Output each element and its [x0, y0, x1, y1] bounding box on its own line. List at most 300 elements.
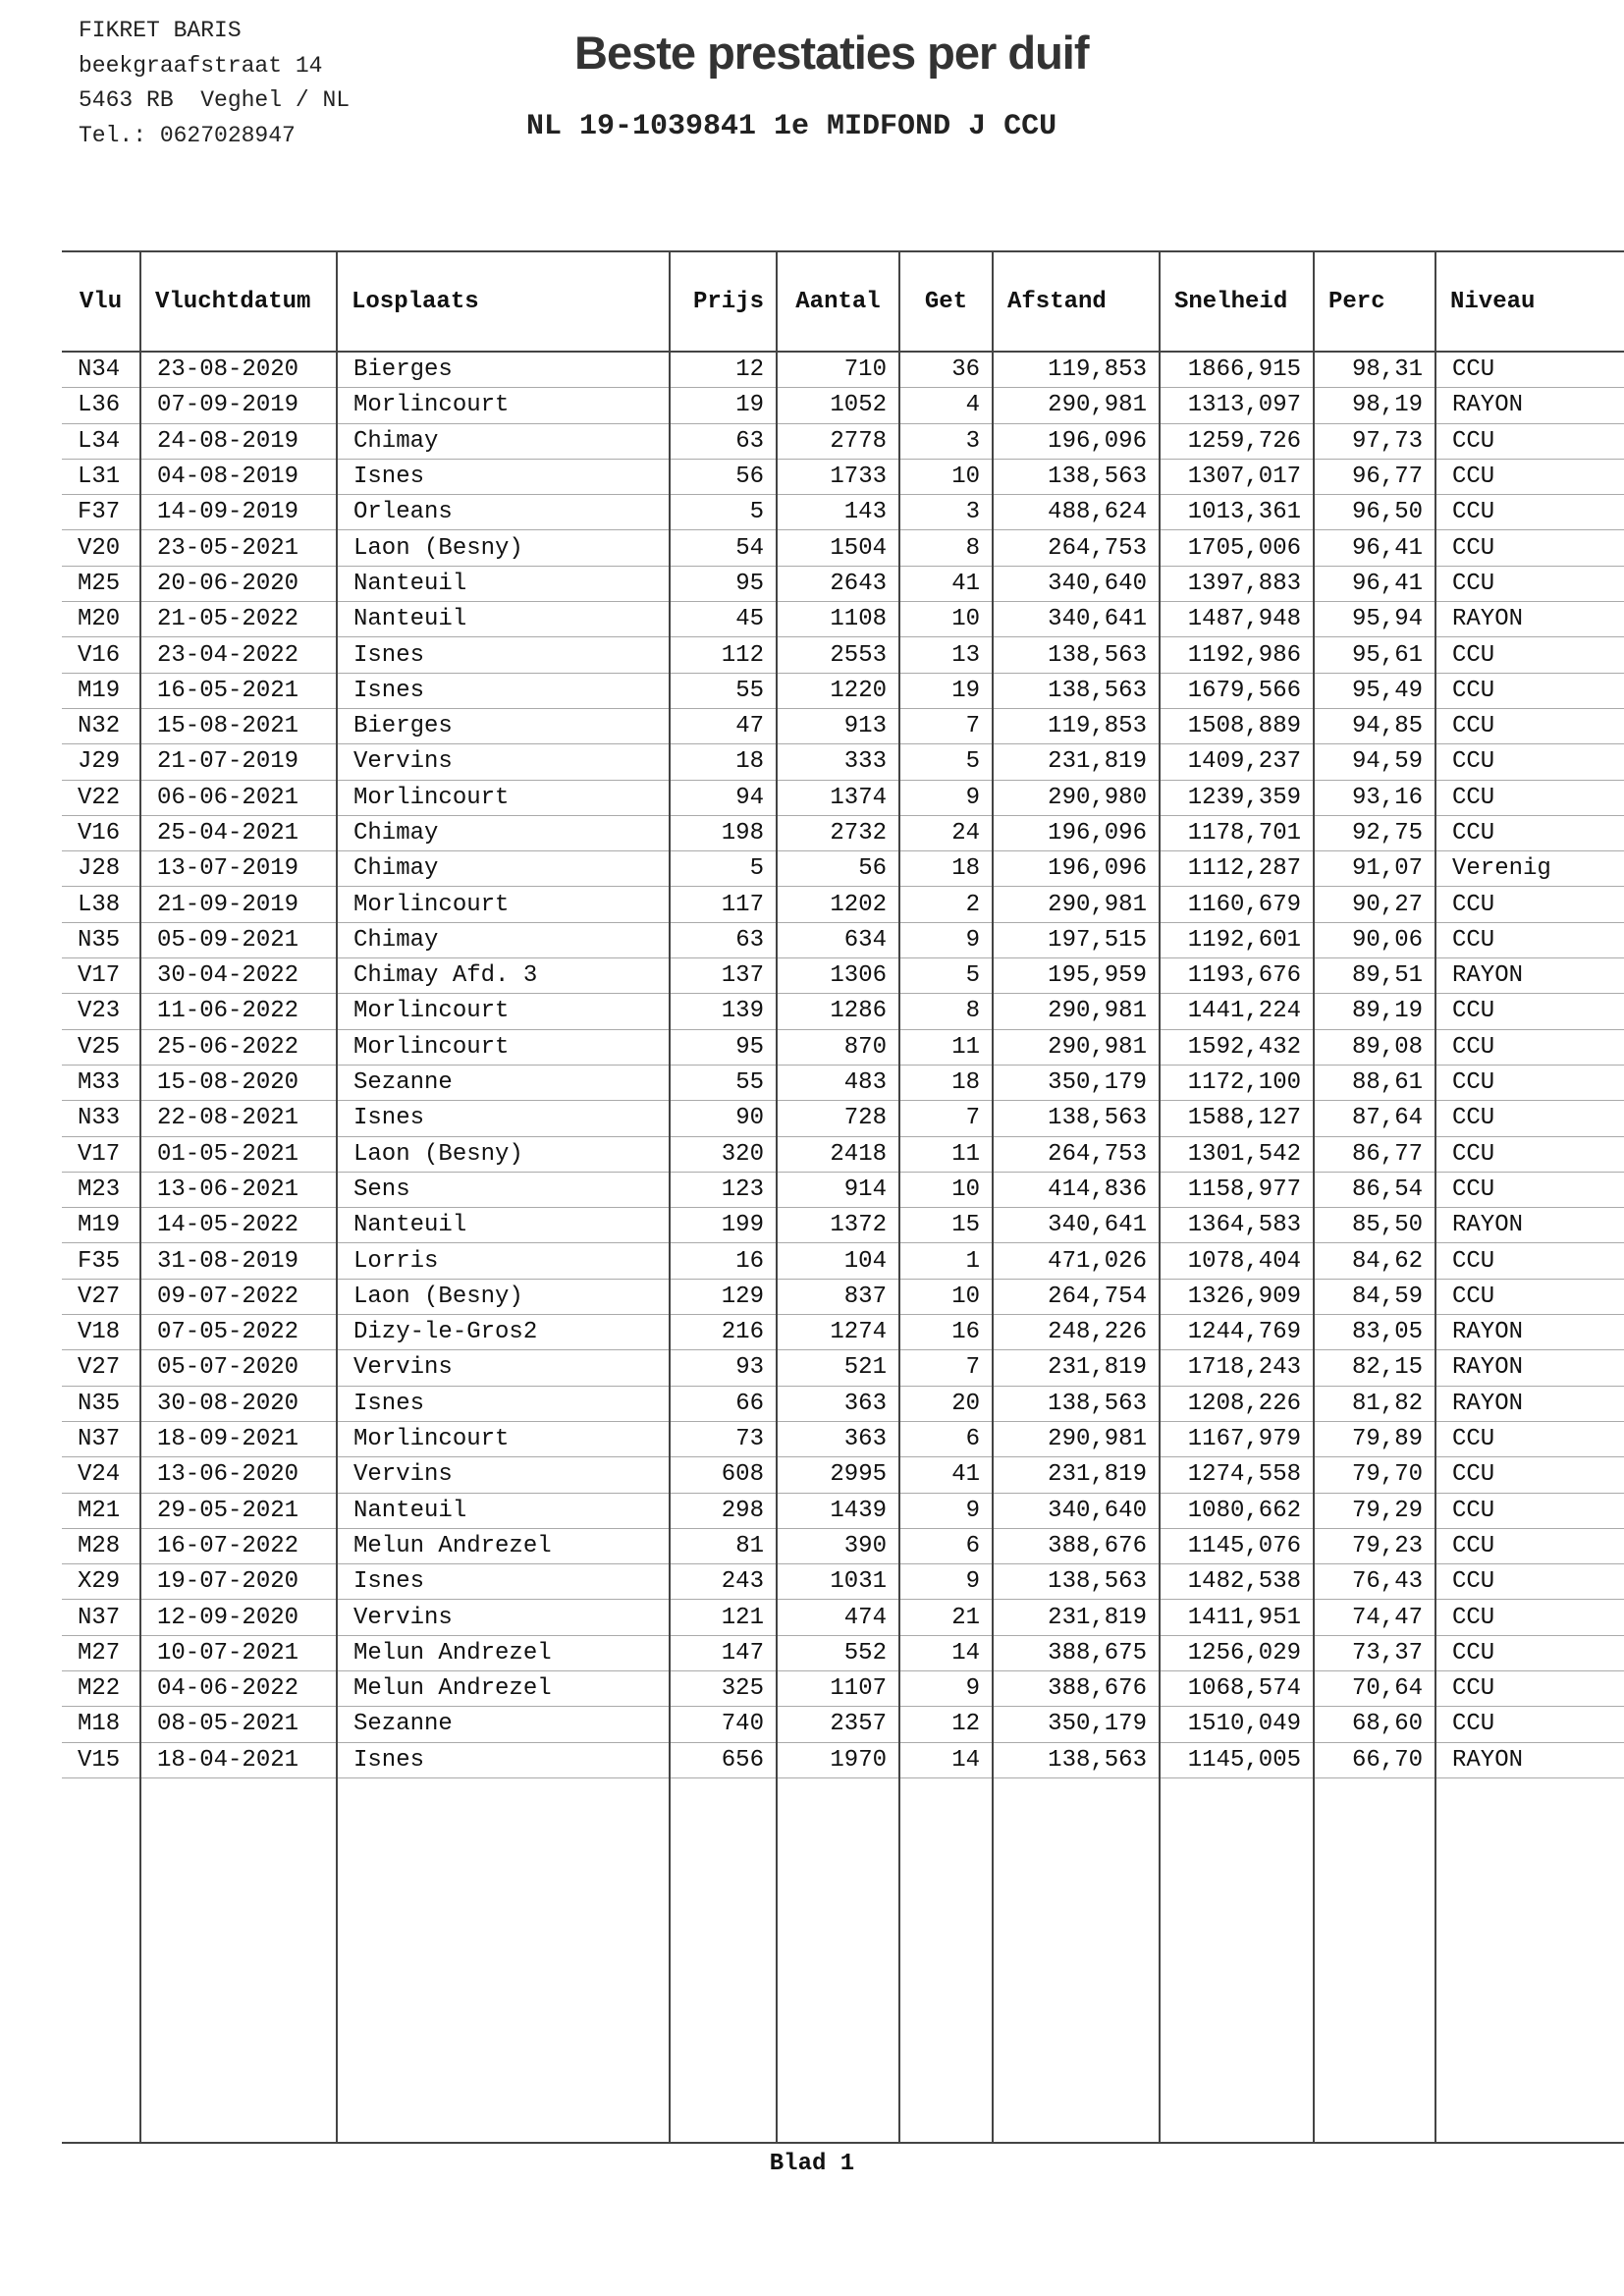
- cell-perc: 90,06: [1314, 922, 1435, 957]
- cell-afstand: 138,563: [993, 637, 1160, 673]
- cell-aantal: 728: [777, 1101, 899, 1136]
- cell-get: 8: [899, 530, 993, 566]
- cell-snelheid: 1160,679: [1160, 887, 1314, 922]
- cell-afstand: 350,179: [993, 1065, 1160, 1100]
- table-row: [62, 1707, 1624, 1742]
- cell-prijs: 243: [670, 1564, 777, 1600]
- table-row: [62, 1065, 1624, 1100]
- cell-perc: 84,59: [1314, 1279, 1435, 1314]
- cell-vlu: J29: [62, 744, 140, 780]
- cell-aantal: 913: [777, 708, 899, 743]
- table-row: [62, 744, 1624, 780]
- cell-get: 7: [899, 1350, 993, 1386]
- cell-aantal: 1274: [777, 1315, 899, 1350]
- cell-losplaats: Sens: [337, 1172, 670, 1207]
- cell-afstand: 388,676: [993, 1528, 1160, 1563]
- cell-vlu: V22: [62, 780, 140, 815]
- cell-prijs: 19: [670, 388, 777, 423]
- cell-vluchtdatum: 30-08-2020: [140, 1386, 337, 1421]
- cell-afstand: 138,563: [993, 1564, 1160, 1600]
- cell-vluchtdatum: 18-09-2021: [140, 1421, 337, 1456]
- cell-afstand: 196,096: [993, 423, 1160, 459]
- cell-afstand: 138,563: [993, 673, 1160, 708]
- cell-perc: 98,19: [1314, 388, 1435, 423]
- cell-niveau: CCU: [1435, 423, 1624, 459]
- cell-snelheid: 1411,951: [1160, 1600, 1314, 1635]
- cell-prijs: 139: [670, 994, 777, 1029]
- cell-aantal: 1031: [777, 1564, 899, 1600]
- cell-vluchtdatum: 14-09-2019: [140, 495, 337, 530]
- cell-vluchtdatum: 05-07-2020: [140, 1350, 337, 1386]
- cell-snelheid: 1068,574: [1160, 1670, 1314, 1706]
- cell-losplaats: Morlincourt: [337, 887, 670, 922]
- cell-vluchtdatum: 25-04-2021: [140, 815, 337, 850]
- cell-afstand: 197,515: [993, 922, 1160, 957]
- cell-prijs: 55: [670, 673, 777, 708]
- cell-aantal: 483: [777, 1065, 899, 1100]
- cell-niveau: CCU: [1435, 1635, 1624, 1670]
- col-header-vluchtdatum: Vluchtdatum: [140, 251, 337, 352]
- cell-vlu: L31: [62, 459, 140, 494]
- cell-vluchtdatum: 30-04-2022: [140, 958, 337, 994]
- table-row: [62, 994, 1624, 1029]
- cell-losplaats: Vervins: [337, 1350, 670, 1386]
- cell-prijs: 5: [670, 851, 777, 887]
- cell-aantal: 143: [777, 495, 899, 530]
- cell-snelheid: 1364,583: [1160, 1208, 1314, 1243]
- table-row: [62, 1350, 1624, 1386]
- cell-snelheid: 1145,076: [1160, 1528, 1314, 1563]
- cell-vluchtdatum: 12-09-2020: [140, 1600, 337, 1635]
- cell-perc: 94,59: [1314, 744, 1435, 780]
- table-row: [62, 1208, 1624, 1243]
- cell-perc: 79,70: [1314, 1457, 1435, 1493]
- cell-niveau: CCU: [1435, 994, 1624, 1029]
- filler-cell: [899, 1777, 993, 2143]
- cell-afstand: 414,836: [993, 1172, 1160, 1207]
- col-header-losplaats: Losplaats: [337, 251, 670, 352]
- cell-losplaats: Nanteuil: [337, 602, 670, 637]
- cell-losplaats: Nanteuil: [337, 1493, 670, 1528]
- cell-niveau: CCU: [1435, 1528, 1624, 1563]
- cell-vluchtdatum: 13-06-2021: [140, 1172, 337, 1207]
- cell-niveau: CCU: [1435, 1172, 1624, 1207]
- table-row: [62, 1315, 1624, 1350]
- cell-niveau: CCU: [1435, 1564, 1624, 1600]
- cell-vlu: V17: [62, 958, 140, 994]
- filler-cell: [140, 1777, 337, 2143]
- cell-vluchtdatum: 09-07-2022: [140, 1279, 337, 1314]
- cell-get: 8: [899, 994, 993, 1029]
- cell-losplaats: Nanteuil: [337, 1208, 670, 1243]
- cell-get: 14: [899, 1635, 993, 1670]
- table-row: [62, 673, 1624, 708]
- cell-perc: 76,43: [1314, 1564, 1435, 1600]
- cell-get: 1: [899, 1243, 993, 1279]
- filler-cell: [1160, 1777, 1314, 2143]
- cell-losplaats: Laon (Besny): [337, 1136, 670, 1172]
- cell-vlu: M20: [62, 602, 140, 637]
- cell-vlu: L36: [62, 388, 140, 423]
- cell-prijs: 298: [670, 1493, 777, 1528]
- cell-vlu: F35: [62, 1243, 140, 1279]
- sender-street: beekgraafstraat 14: [79, 52, 323, 79]
- cell-prijs: 55: [670, 1065, 777, 1100]
- cell-perc: 81,82: [1314, 1386, 1435, 1421]
- cell-aantal: 837: [777, 1279, 899, 1314]
- cell-niveau: CCU: [1435, 352, 1624, 388]
- cell-afstand: 340,640: [993, 1493, 1160, 1528]
- cell-losplaats: Morlincourt: [337, 1421, 670, 1456]
- cell-aantal: 1107: [777, 1670, 899, 1706]
- cell-losplaats: Isnes: [337, 1386, 670, 1421]
- cell-losplaats: Chimay: [337, 423, 670, 459]
- cell-perc: 96,77: [1314, 459, 1435, 494]
- cell-niveau: CCU: [1435, 530, 1624, 566]
- cell-perc: 83,05: [1314, 1315, 1435, 1350]
- cell-losplaats: Bierges: [337, 352, 670, 388]
- cell-vlu: V24: [62, 1457, 140, 1493]
- cell-niveau: CCU: [1435, 1243, 1624, 1279]
- col-header-snelheid: Snelheid: [1160, 251, 1314, 352]
- cell-losplaats: Isnes: [337, 1742, 670, 1777]
- cell-niveau: CCU: [1435, 780, 1624, 815]
- table-row: [62, 566, 1624, 601]
- cell-niveau: RAYON: [1435, 388, 1624, 423]
- cell-perc: 79,89: [1314, 1421, 1435, 1456]
- cell-get: 21: [899, 1600, 993, 1635]
- cell-vluchtdatum: 21-05-2022: [140, 602, 337, 637]
- cell-get: 9: [899, 780, 993, 815]
- cell-vluchtdatum: 19-07-2020: [140, 1564, 337, 1600]
- cell-prijs: 198: [670, 815, 777, 850]
- cell-aantal: 2995: [777, 1457, 899, 1493]
- cell-get: 3: [899, 423, 993, 459]
- cell-prijs: 121: [670, 1600, 777, 1635]
- cell-get: 19: [899, 673, 993, 708]
- cell-perc: 89,08: [1314, 1029, 1435, 1065]
- cell-vlu: L34: [62, 423, 140, 459]
- cell-niveau: CCU: [1435, 815, 1624, 850]
- cell-vluchtdatum: 31-08-2019: [140, 1243, 337, 1279]
- cell-get: 7: [899, 708, 993, 743]
- cell-aantal: 1970: [777, 1742, 899, 1777]
- cell-snelheid: 1178,701: [1160, 815, 1314, 850]
- cell-perc: 86,54: [1314, 1172, 1435, 1207]
- cell-perc: 95,94: [1314, 602, 1435, 637]
- cell-afstand: 138,563: [993, 459, 1160, 494]
- cell-aantal: 104: [777, 1243, 899, 1279]
- cell-get: 13: [899, 637, 993, 673]
- cell-snelheid: 1167,979: [1160, 1421, 1314, 1456]
- cell-losplaats: Sezanne: [337, 1065, 670, 1100]
- cell-afstand: 350,179: [993, 1707, 1160, 1742]
- cell-snelheid: 1508,889: [1160, 708, 1314, 743]
- cell-losplaats: Isnes: [337, 459, 670, 494]
- table-row: [62, 1279, 1624, 1314]
- cell-vluchtdatum: 20-06-2020: [140, 566, 337, 601]
- cell-afstand: 488,624: [993, 495, 1160, 530]
- cell-vluchtdatum: 25-06-2022: [140, 1029, 337, 1065]
- cell-prijs: 45: [670, 602, 777, 637]
- cell-niveau: RAYON: [1435, 1350, 1624, 1386]
- cell-snelheid: 1588,127: [1160, 1101, 1314, 1136]
- cell-get: 4: [899, 388, 993, 423]
- cell-snelheid: 1158,977: [1160, 1172, 1314, 1207]
- cell-perc: 70,64: [1314, 1670, 1435, 1706]
- cell-prijs: 112: [670, 637, 777, 673]
- cell-aantal: 474: [777, 1600, 899, 1635]
- cell-prijs: 137: [670, 958, 777, 994]
- cell-niveau: RAYON: [1435, 602, 1624, 637]
- cell-snelheid: 1013,361: [1160, 495, 1314, 530]
- cell-losplaats: Laon (Besny): [337, 530, 670, 566]
- cell-vlu: N37: [62, 1600, 140, 1635]
- cell-prijs: 320: [670, 1136, 777, 1172]
- cell-afstand: 264,753: [993, 1136, 1160, 1172]
- cell-losplaats: Morlincourt: [337, 1029, 670, 1065]
- cell-prijs: 56: [670, 459, 777, 494]
- cell-losplaats: Morlincourt: [337, 994, 670, 1029]
- cell-niveau: CCU: [1435, 1457, 1624, 1493]
- cell-vlu: N34: [62, 352, 140, 388]
- cell-aantal: 914: [777, 1172, 899, 1207]
- filler-cell: [62, 1777, 140, 2143]
- cell-perc: 95,49: [1314, 673, 1435, 708]
- cell-prijs: 18: [670, 744, 777, 780]
- cell-losplaats: Bierges: [337, 708, 670, 743]
- cell-afstand: 119,853: [993, 708, 1160, 743]
- cell-niveau: CCU: [1435, 708, 1624, 743]
- cell-losplaats: Chimay: [337, 851, 670, 887]
- cell-get: 24: [899, 815, 993, 850]
- cell-aantal: 1202: [777, 887, 899, 922]
- cell-losplaats: Lorris: [337, 1243, 670, 1279]
- cell-prijs: 47: [670, 708, 777, 743]
- cell-get: 6: [899, 1421, 993, 1456]
- cell-prijs: 12: [670, 352, 777, 388]
- cell-niveau: Verenig: [1435, 851, 1624, 887]
- cell-vlu: N35: [62, 922, 140, 957]
- cell-snelheid: 1192,986: [1160, 637, 1314, 673]
- cell-prijs: 95: [670, 1029, 777, 1065]
- cell-prijs: 129: [670, 1279, 777, 1314]
- cell-vlu: V16: [62, 815, 140, 850]
- table-row: [62, 780, 1624, 815]
- cell-losplaats: Chimay: [337, 815, 670, 850]
- cell-snelheid: 1307,017: [1160, 459, 1314, 494]
- cell-afstand: 231,819: [993, 1350, 1160, 1386]
- cell-get: 16: [899, 1315, 993, 1350]
- cell-vluchtdatum: 07-09-2019: [140, 388, 337, 423]
- cell-perc: 86,77: [1314, 1136, 1435, 1172]
- table-row: [62, 495, 1624, 530]
- cell-vluchtdatum: 23-05-2021: [140, 530, 337, 566]
- cell-aantal: 1286: [777, 994, 899, 1029]
- cell-perc: 88,61: [1314, 1065, 1435, 1100]
- cell-vluchtdatum: 21-07-2019: [140, 744, 337, 780]
- results-table: [62, 250, 1624, 2144]
- cell-vlu: M19: [62, 673, 140, 708]
- cell-vlu: M27: [62, 1635, 140, 1670]
- sender-address: [79, 14, 350, 153]
- cell-losplaats: Isnes: [337, 637, 670, 673]
- cell-get: 20: [899, 1386, 993, 1421]
- table-row: [62, 423, 1624, 459]
- cell-aantal: 521: [777, 1350, 899, 1386]
- cell-losplaats: Isnes: [337, 673, 670, 708]
- cell-afstand: 231,819: [993, 744, 1160, 780]
- table-row: [62, 1421, 1624, 1456]
- cell-losplaats: Dizy-le-Gros2: [337, 1315, 670, 1350]
- cell-prijs: 66: [670, 1386, 777, 1421]
- cell-prijs: 5: [670, 495, 777, 530]
- cell-afstand: 138,563: [993, 1742, 1160, 1777]
- cell-perc: 79,23: [1314, 1528, 1435, 1563]
- cell-vlu: N33: [62, 1101, 140, 1136]
- table-row: [62, 352, 1624, 388]
- col-header-aantal: Aantal: [777, 251, 899, 352]
- cell-get: 14: [899, 1742, 993, 1777]
- cell-perc: 85,50: [1314, 1208, 1435, 1243]
- cell-losplaats: Morlincourt: [337, 780, 670, 815]
- col-header-afstand: Afstand: [993, 251, 1160, 352]
- cell-vlu: J28: [62, 851, 140, 887]
- col-header-prijs: Prijs: [670, 251, 777, 352]
- cell-get: 9: [899, 1670, 993, 1706]
- cell-vlu: M19: [62, 1208, 140, 1243]
- cell-snelheid: 1193,676: [1160, 958, 1314, 994]
- cell-niveau: CCU: [1435, 459, 1624, 494]
- cell-get: 15: [899, 1208, 993, 1243]
- cell-losplaats: Melun Andrezel: [337, 1528, 670, 1563]
- cell-niveau: CCU: [1435, 637, 1624, 673]
- table-row: [62, 1528, 1624, 1563]
- cell-vlu: M33: [62, 1065, 140, 1100]
- cell-get: 5: [899, 744, 993, 780]
- cell-vlu: M23: [62, 1172, 140, 1207]
- cell-aantal: 1108: [777, 602, 899, 637]
- cell-aantal: 634: [777, 922, 899, 957]
- cell-niveau: RAYON: [1435, 1315, 1624, 1350]
- cell-vlu: M18: [62, 1707, 140, 1742]
- table-row: [62, 637, 1624, 673]
- cell-get: 5: [899, 958, 993, 994]
- cell-niveau: CCU: [1435, 1065, 1624, 1100]
- cell-prijs: 94: [670, 780, 777, 815]
- cell-get: 9: [899, 1564, 993, 1600]
- cell-perc: 66,70: [1314, 1742, 1435, 1777]
- cell-get: 11: [899, 1136, 993, 1172]
- cell-vluchtdatum: 10-07-2021: [140, 1635, 337, 1670]
- cell-aantal: 390: [777, 1528, 899, 1563]
- cell-niveau: RAYON: [1435, 958, 1624, 994]
- page-title: Beste prestaties per duif: [574, 27, 1089, 79]
- cell-prijs: 63: [670, 922, 777, 957]
- col-header-get: Get: [899, 251, 993, 352]
- cell-losplaats: Vervins: [337, 1457, 670, 1493]
- cell-prijs: 199: [670, 1208, 777, 1243]
- cell-niveau: CCU: [1435, 566, 1624, 601]
- cell-vlu: V16: [62, 637, 140, 673]
- cell-prijs: 608: [670, 1457, 777, 1493]
- cell-perc: 74,47: [1314, 1600, 1435, 1635]
- cell-afstand: 290,981: [993, 388, 1160, 423]
- cell-perc: 68,60: [1314, 1707, 1435, 1742]
- cell-aantal: 2553: [777, 637, 899, 673]
- cell-prijs: 740: [670, 1707, 777, 1742]
- cell-losplaats: Chimay Afd. 3: [337, 958, 670, 994]
- cell-niveau: CCU: [1435, 1136, 1624, 1172]
- cell-vlu: V20: [62, 530, 140, 566]
- cell-losplaats: Melun Andrezel: [337, 1635, 670, 1670]
- cell-vluchtdatum: 16-05-2021: [140, 673, 337, 708]
- cell-afstand: 231,819: [993, 1600, 1160, 1635]
- cell-snelheid: 1244,769: [1160, 1315, 1314, 1350]
- cell-afstand: 340,640: [993, 566, 1160, 601]
- cell-snelheid: 1274,558: [1160, 1457, 1314, 1493]
- cell-niveau: CCU: [1435, 922, 1624, 957]
- cell-vluchtdatum: 13-07-2019: [140, 851, 337, 887]
- cell-snelheid: 1441,224: [1160, 994, 1314, 1029]
- sender-city: 5463 RB Veghel / NL: [79, 87, 351, 113]
- cell-perc: 73,37: [1314, 1635, 1435, 1670]
- cell-get: 11: [899, 1029, 993, 1065]
- cell-perc: 79,29: [1314, 1493, 1435, 1528]
- cell-afstand: 388,675: [993, 1635, 1160, 1670]
- table-row: [62, 1386, 1624, 1421]
- col-header-perc: Perc: [1314, 251, 1435, 352]
- cell-vlu: V17: [62, 1136, 140, 1172]
- cell-snelheid: 1256,029: [1160, 1635, 1314, 1670]
- cell-vluchtdatum: 21-09-2019: [140, 887, 337, 922]
- cell-get: 12: [899, 1707, 993, 1742]
- cell-snelheid: 1259,726: [1160, 423, 1314, 459]
- cell-prijs: 123: [670, 1172, 777, 1207]
- cell-vlu: X29: [62, 1564, 140, 1600]
- cell-get: 18: [899, 851, 993, 887]
- cell-niveau: CCU: [1435, 1279, 1624, 1314]
- cell-get: 18: [899, 1065, 993, 1100]
- cell-prijs: 656: [670, 1742, 777, 1777]
- cell-aantal: 1306: [777, 958, 899, 994]
- cell-aantal: 2418: [777, 1136, 899, 1172]
- cell-aantal: 1052: [777, 388, 899, 423]
- table-row: [62, 851, 1624, 887]
- table-row: [62, 459, 1624, 494]
- cell-perc: 91,07: [1314, 851, 1435, 887]
- cell-get: 2: [899, 887, 993, 922]
- table-row: [62, 602, 1624, 637]
- cell-vluchtdatum: 22-08-2021: [140, 1101, 337, 1136]
- cell-afstand: 290,981: [993, 994, 1160, 1029]
- cell-losplaats: Orleans: [337, 495, 670, 530]
- cell-get: 36: [899, 352, 993, 388]
- cell-aantal: 363: [777, 1386, 899, 1421]
- cell-perc: 94,85: [1314, 708, 1435, 743]
- cell-vlu: L38: [62, 887, 140, 922]
- cell-perc: 89,19: [1314, 994, 1435, 1029]
- table-row: [62, 388, 1624, 423]
- cell-prijs: 117: [670, 887, 777, 922]
- cell-vlu: V18: [62, 1315, 140, 1350]
- cell-losplaats: Vervins: [337, 744, 670, 780]
- filler-cell: [777, 1777, 899, 2143]
- cell-losplaats: Nanteuil: [337, 566, 670, 601]
- cell-afstand: 388,676: [993, 1670, 1160, 1706]
- cell-perc: 84,62: [1314, 1243, 1435, 1279]
- cell-afstand: 248,226: [993, 1315, 1160, 1350]
